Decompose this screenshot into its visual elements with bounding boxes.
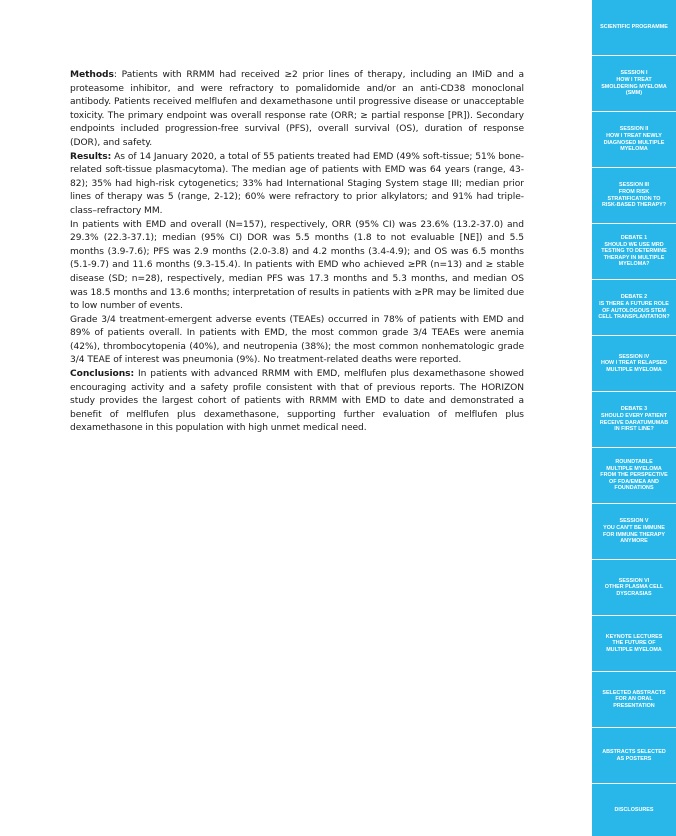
conclusions-heading: Conclusions: (70, 369, 135, 380)
sidebar-item-disclosures[interactable]: DISCLOSURES (614, 806, 654, 813)
sidebar-item-abstracts-posters[interactable]: ABSTRACTS SELECTED AS POSTERS (592, 728, 676, 784)
methods-text: : Patients with RRMM had received ≥2 prior lines of therapy, including an IMiD and a proteasome inhibitor, and were refractory to pomalidomide and/or an anti-CD38 monoclonal antibody. Patients received melflufen and dexamethasone until progressive disease or unacceptable toxicity. The primary endpoint was overall response rate (ORR; ≥ partial response [PR]). Secondary endpoints included progression-free survival (PFS), overall survival (OS), duration of response (DOR), and safety. (70, 70, 524, 148)
sidebar-item-scientific-programme[interactable]: SCIENTIFIC PROGRAMME (592, 0, 676, 56)
methods-heading: Methods (70, 70, 114, 80)
results-text: As of 14 January 2020, a total of 55 patients treated had EMD (49% soft-tissue; 51% bone-related soft-tissue plasmacytoma). The median age of patients with EMD was 64 years (range, 43-82); 35% had high-risk cytogenetics; 33% had International Staging System stage III; median prior lines of therapy was 5 (range, 2-12); 60% were refractory to prior alkylators; and 91% had triple-class–refractory MM. (70, 151, 524, 216)
results-heading: Results: (70, 151, 112, 162)
safety-paragraph: Grade 3/4 treatment-emergent adverse events (TEAEs) occurred in 78% of patients with EMD and 89% of patients overall. In patients with EMD, the most common grade 3/4 TEAEs were anemia (42%), thrombocytopenia (40%), and neutropenia (38%); the most common nonhematologic grade 3/4 TEAE of interest was pneumonia (9%). No treatment-related deaths were reported. (70, 314, 524, 366)
sidebar-nav (592, 0, 676, 836)
efficacy-paragraph: In patients with EMD and overall (N=157), respectively, ORR (95% CI) was 23.6% (13.2-37.0) and 29.3% (22.3-37.1); median (95% CI) DOR was 5.5 months (1.8 to not evaluable [NE]) and 5.5 months (3.9-7.6); PFS was 2.9 months (2.0-3.8) and 4.2 months (3.4-4.9); and OS was 6.5 months (5.1-9.7) and 11.6 months (9.3-15.4). In patients with EMD who achieved ≥PR (n=13) and ≥ stable disease (SD; n=28), respectively, median PFS was 17.3 months and 5.3 months, and median OS was 18.5 months and 13.6 months; interpretation of results in patients with ≥PR may be limited due to low number of events. (70, 219, 524, 312)
sidebar-item-session-2[interactable]: SESSION II HOW I TREAT NEWLY DIAGNOSED MULTIPLE MYELOMA (592, 112, 676, 168)
sidebar-item-roundtable[interactable]: ROUNDTABLE MULTIPLE MYELOMA FROM THE PERSPECTIVE OF FDA/EMEA AND FOUNDATIONS (592, 448, 676, 504)
sidebar-item-session-5[interactable]: SESSION V YOU CAN'T BE IMMUNE FOR IMMUNE THERAPY ANYMORE (592, 504, 676, 560)
sidebar-item-selected-abstracts-oral[interactable]: SELECTED ABSTRACTS FOR AN ORAL PRESENTATION (592, 672, 676, 728)
sidebar-item-debate-3[interactable]: DEBATE 3 SHOULD EVERY PATIENT RECEIVE DARATUMUMAB IN FIRST LINE? (592, 392, 676, 448)
abstract-body (70, 69, 524, 436)
methods-paragraph (70, 69, 524, 151)
results-paragraph (70, 151, 524, 219)
sidebar-item-debate-2[interactable]: DEBATE 2 IS THERE A FUTURE ROLE OF AUTOLOGOUS STEM CELL TRANSPLANTATION? (592, 280, 676, 336)
sidebar-item-session-3[interactable]: SESSION III FROM RISK STRATIFICATION TO RISK-BASED THERAPY? (592, 168, 676, 224)
conclusions-paragraph (70, 368, 524, 436)
sidebar-item-session-6[interactable]: SESSION VI OTHER PLASMA CELL DYSCRASIAS (592, 560, 676, 616)
sidebar-item-session-1[interactable]: SESSION I HOW I TREAT SMOLDERING MYELOMA (SMM) (592, 56, 676, 112)
sidebar-item-keynote-lectures[interactable]: KEYNOTE LECTURES THE FUTURE OF MULTIPLE MYELOMA (592, 616, 676, 672)
sidebar-item-session-4[interactable]: SESSION IV HOW I TREAT RELAPSED MULTIPLE MYELOMA (592, 336, 676, 392)
sidebar-item-debate-1[interactable]: DEBATE 1 SHOULD WE USE MRD TESTING TO DETERMINE THERAPY IN MULTIPLE MYELOMA? (592, 224, 676, 280)
conclusions-text: In patients with advanced RRMM with EMD, melflufen plus dexamethasone showed encouraging activity and a safety profile consistent with that of previous reports. The HORIZON study provides the largest cohort of patients with RRMM with EMD to date and demonstrated a benefit of melflufen plus dexamethasone, supporting further evaluation of melflufen plus dexamethasone in this population with high unmet medical need. (70, 369, 524, 434)
